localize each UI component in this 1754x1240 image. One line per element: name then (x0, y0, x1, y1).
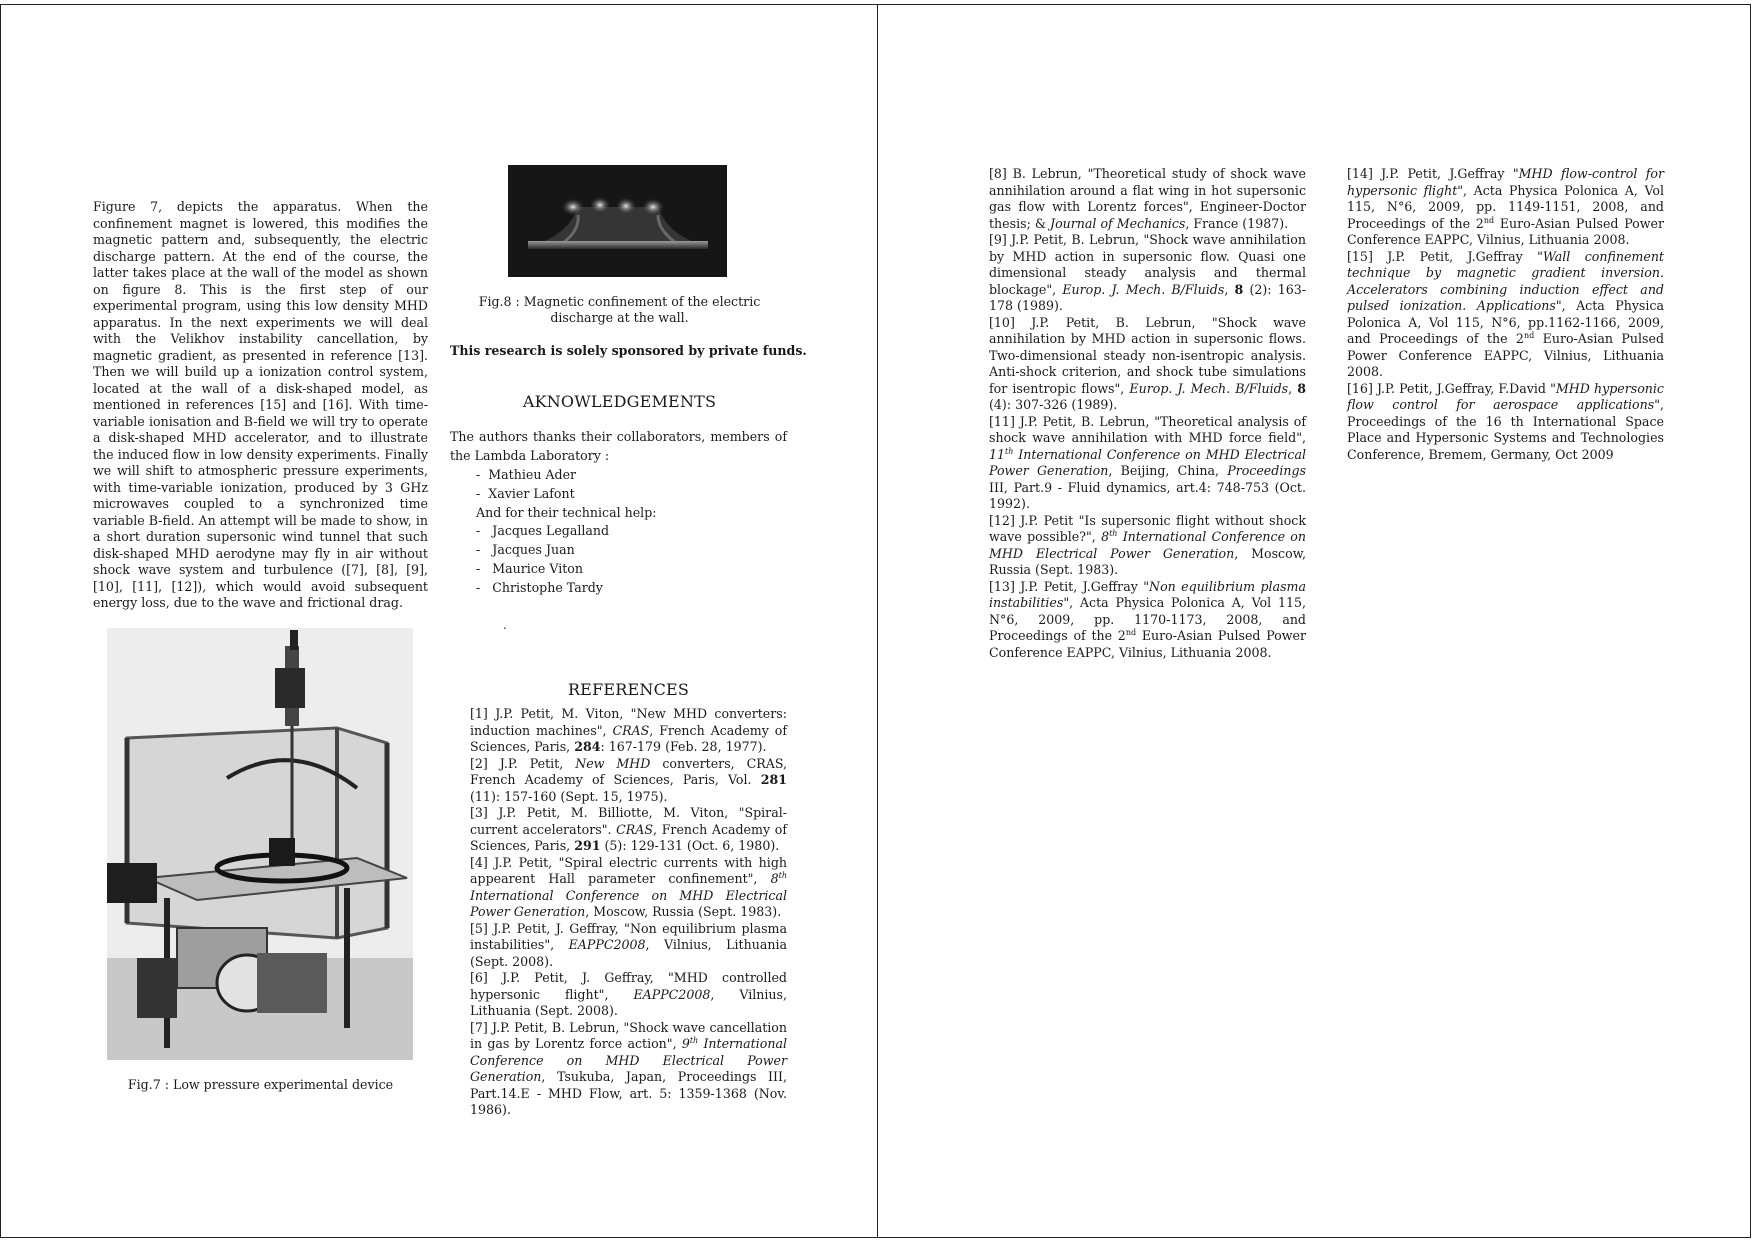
page-divider (877, 4, 878, 1238)
reference-item (470, 756, 787, 806)
reference-text-run: , Beijing, China, (1108, 463, 1228, 478)
reference-text-run: , French Academy of Sciences, Paris, (470, 821, 787, 853)
fig8-discharge-image (508, 165, 727, 277)
reference-text-run: International Conference on MHD Electrical Power Generation (989, 446, 1306, 478)
reference-item (1347, 381, 1664, 464)
reference-text-run: [5] J.P. Petit, J. Geffray, "Non equilibrium plasma instabilities", (470, 920, 787, 952)
reference-text-run: Europ. J. Mech. B/Fluids (1062, 281, 1225, 297)
reference-text-run: ", Proceedings of the 16 th International Space Place and Hypersonic Systems and Technologies Conference, Bremem, Germany, Oct 2009 (1347, 397, 1664, 462)
reference-text-run: th (778, 870, 787, 880)
reference-text-run: (2): 163-178 (1989). (989, 281, 1306, 313)
fig8-graphic (508, 165, 727, 277)
reference-item (470, 970, 787, 1020)
reference-item (989, 232, 1306, 315)
reference-text-run: EAPPC2008 (568, 937, 646, 952)
reference-text-run: , French Academy of Sciences, Paris, (470, 722, 787, 754)
reference-item (470, 1020, 787, 1119)
list-item: - Christophe Tardy (476, 579, 603, 595)
reference-text-run: 291 (574, 838, 601, 853)
reference-text-run: [7] J.P. Petit, B. Lebrun, "Shock wave cancellation in gas by Lorentz force action", (470, 1019, 787, 1051)
reference-text-run: [15] J.P. Petit, J.Geffray " (1347, 248, 1543, 264)
fig8-caption: Fig.8 : Magnetic confinement of the electric discharge at the wall. (478, 294, 761, 325)
reference-text-run: Europ. J. Mech. B/Fluids (1129, 380, 1289, 396)
reference-text-run: EAPPC2008 (633, 986, 711, 1002)
reference-text-run: III, Part.9 - Fluid dynamics, art.4: 748-753 (Oct. 1992). (989, 479, 1306, 511)
reference-text-run: 8 (1297, 380, 1307, 396)
reference-text-run: International Conference on MHD Electrical Power Generation (989, 529, 1306, 561)
reference-text-run: , France (1987). (1185, 215, 1289, 231)
ack-help-intro: And for their technical help: (476, 504, 657, 520)
reference-text-run: ", Acta Physica Polonica A, Vol 115, N°6, pp.1162-1166, 2009, and Proceedings of the 2 (1347, 298, 1664, 346)
reference-text-run: [11] J.P. Petit, B. Lebrun, "Theoretical analysis of shock wave annihilation with MHD force field", (989, 413, 1306, 445)
reference-item (989, 166, 1306, 232)
reference-text-run: New MHD (575, 755, 651, 771)
reference-text-run: (11): 157-160 (Sept. 15, 1975). (470, 788, 668, 804)
list-item: - Xavier Lafont (476, 485, 575, 501)
reference-text-run: th (1005, 446, 1014, 456)
references-column-2 (989, 166, 1306, 661)
reference-item (1347, 249, 1664, 381)
reference-text-run: [13] J.P. Petit, J.Geffray " (989, 578, 1150, 594)
reference-item (470, 921, 787, 971)
acknowledgements-intro: The authors thanks their collaborators, members of the Lambda Laboratory : (450, 429, 787, 463)
list-item: - Mathieu Ader (476, 467, 577, 482)
reference-text-run: [4] J.P. Petit, "Spiral electric currents with high appearent Hall parameter confinement", (470, 854, 787, 886)
reference-text-run: [3] J.P. Petit, M. Billiotte, M. Viton, "Spiral-current accelerators". (470, 805, 787, 837)
reference-text-run: International Conference on MHD Electrical Power Generation (470, 1036, 787, 1084)
reference-text-run: Journal of Mechanics (1050, 215, 1186, 231)
ack-members-list (476, 466, 657, 598)
list-item: - Jacques Juan (476, 542, 575, 558)
reference-item (1347, 166, 1664, 249)
reference-text-run: , Moscow, Russia (Sept. 1983). (989, 545, 1306, 577)
reference-text-run: [14] J.P. Petit, J.Geffray " (1347, 166, 1519, 181)
reference-text-run: [2] J.P. Petit, (470, 755, 576, 771)
list-item: - Jacques Legalland (476, 523, 610, 539)
reference-text-run: 8 (770, 871, 779, 886)
reference-text-run: nd (1523, 330, 1535, 340)
reference-text-run: [16] J.P. Petit, J.Geffray, F.David " (1347, 380, 1556, 396)
reference-text-run: , Vilnius, Lithuania (Sept. 2008). (470, 986, 787, 1018)
reference-text-run: MHD flow-control for hypersonic flight (1347, 166, 1664, 198)
reference-text-run: nd (1125, 627, 1137, 637)
acknowledgements-heading: AKNOWLEDGEMENTS (522, 392, 717, 411)
reference-item (989, 579, 1306, 662)
references-column-1 (470, 706, 787, 1119)
body-paragraph: Figure 7, depicts the apparatus. When the confinement magnet is lowered, this modifies the magnetic pattern and, subsequently, the electric discharge pattern. At the end of the course, the latter takes place at the wall of the model as shown on figure 8. This is the first step of our experimental program, using this low density MHD apparatus. In the next experiments we will deal with the Velikhov instability cancellation, by magnetic gradient, as presented in reference [13]. Then we will build up a ionization control system, located at the wall of a disk-shaped model, as mentioned in references [15] and [16]. With time-variable ionisation and B-field we will try to operate a disk-shaped MHD accelerator, and to illustrate the induced flow in low density experiments. Finally we will shift to atmospheric pressure experiments, with time-variable ionization, produced by 3 GHz microwaves coupled to a synchronized time variable B-field. An attempt will be made to show, in a short duration supersonic wind tunnel that such disk-shaped MHD aerodyne may fly in air without shock wave system and turbulence ([7], [8], [9], [10], [11], [12]), which would avoid subsequent energy loss, due to the wave and frictional drag. (93, 199, 428, 610)
reference-text-run: 9 (681, 1036, 690, 1051)
reference-item (470, 805, 787, 855)
reference-text-run: , Vilnius, Lithuania (Sept. 2008). (470, 937, 787, 969)
reference-text-run: [1] J.P. Petit, M. Viton, "New MHD converters: induction machines", (470, 706, 787, 738)
reference-text-run: [8] B. Lebrun, "Theoretical study of shock wave annihilation around a flat wing in hot supersonic gas flow with Lorentz forces", Engineer-Doctor thesis; & (989, 166, 1306, 231)
reference-item (989, 414, 1306, 513)
reference-text-run: Proceedings (1227, 463, 1306, 478)
reference-text-run: 8 (1101, 529, 1110, 544)
reference-item (989, 315, 1306, 414)
list-item: - Maurice Viton (476, 560, 583, 576)
reference-text-run: Euro-Asian Pulsed Power Conference EAPPC, Vilnius, Lithuania 2008. (989, 628, 1307, 660)
reference-text-run: , (1288, 380, 1298, 396)
reference-item (989, 513, 1306, 579)
reference-text-run: , Tsukuba, Japan, Proceedings III, Part.14.E - MHD Flow, art. 5: 1359-1368 (Nov. 1986). (470, 1069, 787, 1117)
reference-text-run: ", Acta Physica Polonica A, Vol 115, N°6, 2009, pp. 1170-1173, 2008, and Proceedings of the 2 (989, 595, 1306, 643)
reference-text-run: CRAS (612, 722, 650, 738)
references-column-3 (1347, 166, 1664, 463)
reference-item (470, 706, 787, 756)
reference-text-run: [10] J.P. Petit, B. Lebrun, "Shock wave annihilation by MHD action in supersonic flows. Two-dimensional steady non-isentropic analysis. Anti-shock criterion, and shock tube simulations for isentropic flows", (989, 314, 1306, 396)
sponsor-note: This research is solely sponsored by private funds. (450, 343, 807, 358)
references-heading: REFERENCES (567, 680, 690, 699)
reference-text-run: Wall confinement technique by magnetic gradient inversion. Accelerators combining induction effect and pulsed ionization. Applications (1347, 248, 1664, 313)
stray-dot: . (503, 618, 507, 632)
reference-text-run: [6] J.P. Petit, J. Geffray, "MHD controlled hypersonic flight", (470, 970, 787, 1002)
reference-text-run: 8 (1234, 281, 1244, 297)
reference-text-run: : 167-179 (Feb. 28, 1977). (600, 739, 767, 754)
reference-text-run: th (689, 1035, 699, 1045)
reference-text-run: Euro-Asian Pulsed Power Conference EAPPC, Vilnius, Lithuania 2008. (1347, 331, 1664, 379)
reference-text-run: 284 (574, 739, 601, 754)
reference-text-run: th (1109, 528, 1118, 538)
reference-text-run: CRAS (616, 821, 654, 837)
reference-text-run: (4): 307-326 (1989). (989, 397, 1118, 412)
reference-text-run: nd (1483, 215, 1495, 225)
reference-text-run: , (1224, 281, 1235, 297)
fig7-caption: Fig.7 : Low pressure experimental device (127, 1077, 394, 1092)
reference-text-run: Non equilibrium plasma instabilities (989, 578, 1306, 610)
reference-text-run: , Moscow, Russia (Sept. 1983). (585, 904, 782, 919)
reference-text-run: MHD hypersonic flow control for aerospace applications (1347, 380, 1664, 412)
body-text-column (93, 199, 428, 612)
reference-text-run: 281 (760, 772, 787, 787)
fig7-graphic (107, 628, 413, 1060)
reference-text-run: converters, CRAS, French Academy of Sciences, Paris, Vol. (470, 755, 787, 787)
reference-item (470, 855, 787, 921)
reference-text-run: [12] J.P. Petit "Is supersonic flight without shock wave possible?", (989, 512, 1306, 544)
reference-text-run: (5): 129-131 (Oct. 6, 1980). (600, 838, 780, 853)
fig7-apparatus-photo (107, 628, 413, 1060)
reference-text-run: International Conference on MHD Electrical Power Generation (470, 887, 787, 919)
reference-text-run: [9] J.P. Petit, B. Lebrun, "Shock wave annihilation by MHD action in supersonic flow. Quasi one dimensional steady analysis and thermal blockage", (989, 232, 1306, 297)
reference-text-run: 11 (989, 446, 1006, 462)
reference-text-run: ", Acta Physica Polonica A, Vol 115, N°6, 2009, pp. 1149-1151, 2008, and Proceedings of the 2 (1347, 182, 1664, 231)
reference-text-run: Euro-Asian Pulsed Power Conference EAPPC, Vilnius, Lithuania 2008. (1347, 215, 1665, 247)
